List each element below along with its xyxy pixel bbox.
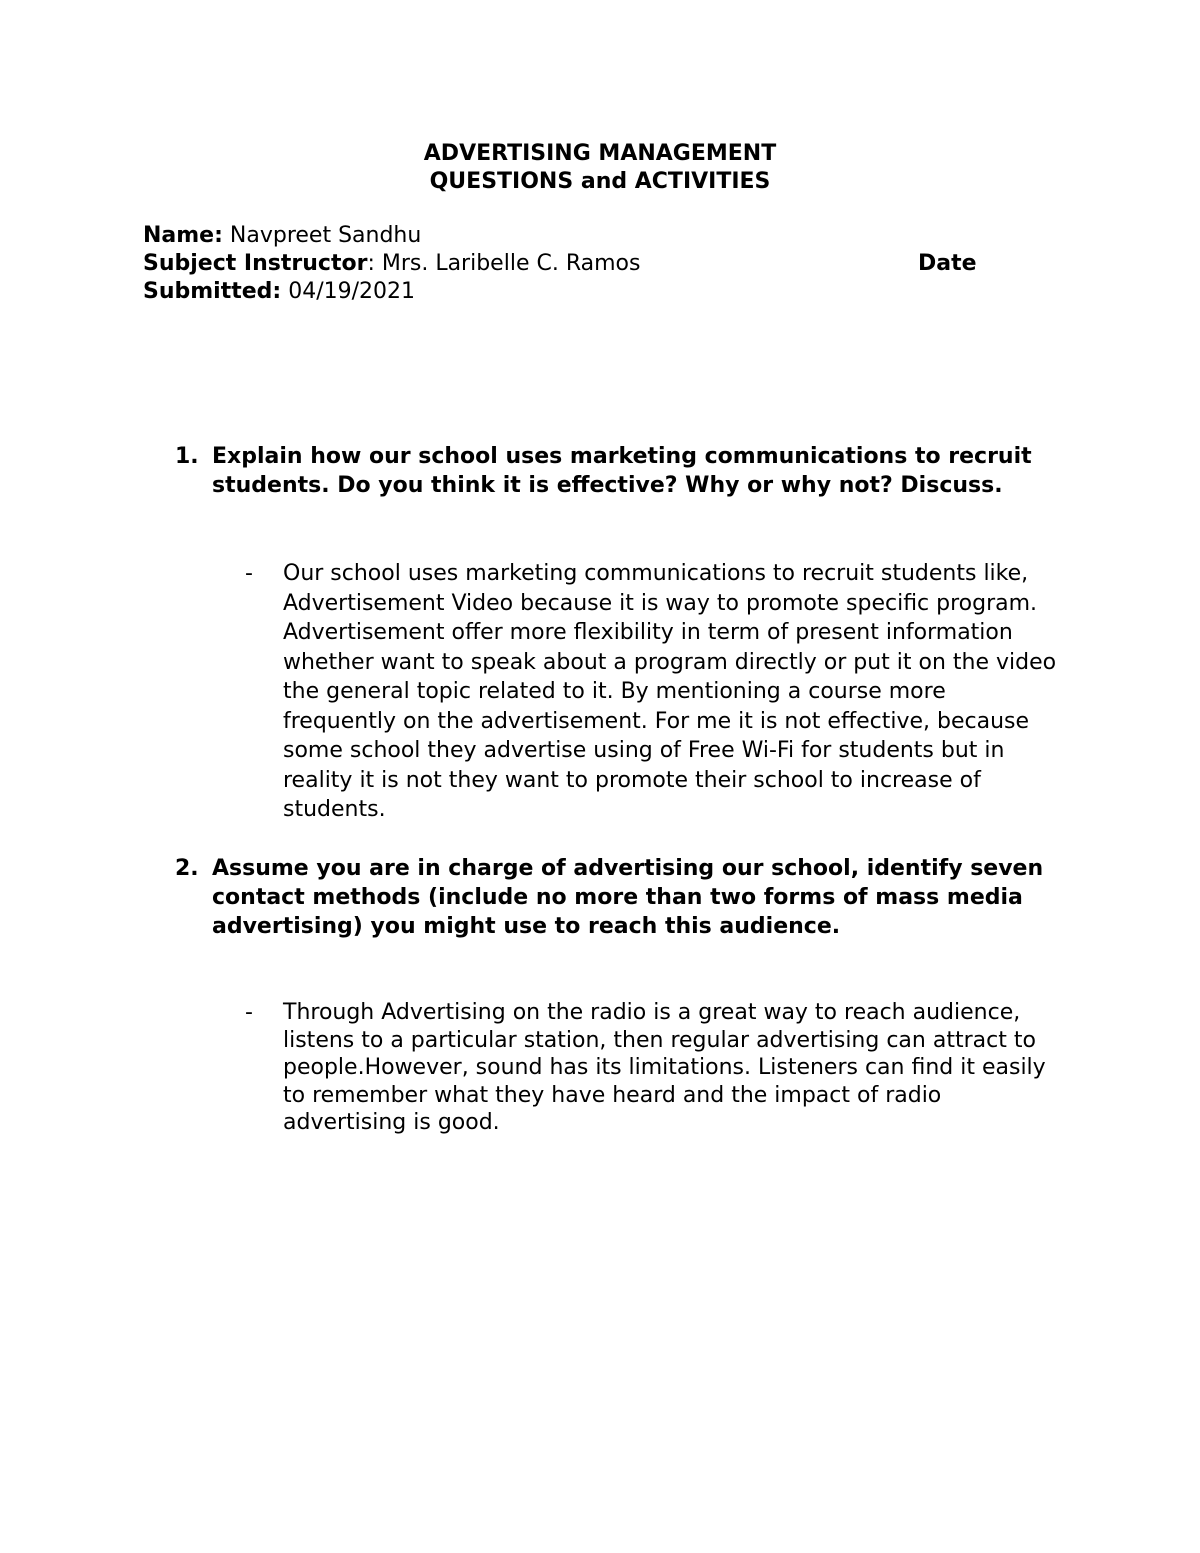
instructor-value: : Mrs. Laribelle C. Ramos	[367, 251, 641, 276]
answer-bullet: -	[245, 1000, 253, 1025]
answer-2	[245, 999, 1065, 1137]
date-label: Date	[918, 251, 977, 276]
question-text: Assume you are in charge of advertising our school, identify seven contact methods (include no more than two forms of mass media advertising) you might use to reach this audience.	[212, 856, 1044, 939]
question-number: 1.	[175, 444, 199, 469]
name-value: Navpreet Sandhu	[229, 223, 422, 248]
title-line-2: QUESTIONS and ACTIVITIES	[429, 169, 771, 194]
student-info	[143, 222, 1003, 306]
name-label: Name:	[143, 223, 223, 248]
title-line-1: ADVERTISING MANAGEMENT	[423, 141, 777, 166]
question-2	[175, 854, 1075, 941]
question-1	[175, 442, 1075, 500]
question-text: Explain how our school uses marketing communications to recruit students. Do you think it is effective? Why or why not? Discuss.	[212, 444, 1032, 498]
answer-bullet: -	[245, 561, 253, 586]
name-row	[143, 222, 1003, 250]
question-number: 2.	[175, 856, 199, 881]
submitted-row	[143, 278, 1003, 306]
answer-text: Through Advertising on the radio is a great way to reach audience, listens to a particular station, then regular advertising can attract to people.However, sound has its limitations. Listeners can find it easily to remember what they have heard and the impact of radio advertising is good.	[283, 1000, 1046, 1135]
answer-1	[245, 559, 1065, 825]
instructor-label: Subject Instructor	[143, 251, 368, 276]
submitted-label: Submitted:	[143, 279, 282, 304]
answer-text: Our school uses marketing communications to recruit students like, Advertisement Video because it is way to promote specific program. Advertisement offer more flexibility in term of present information whether want to speak about a program directly or put it on the video the general topic related to it. By mentioning a course more frequently on the advertisement. For me it is not effective, because some school they advertise using of Free Wi-Fi for students but in reality it is not they want to promote their school to increase of students.	[283, 561, 1057, 822]
document-title	[0, 140, 1200, 196]
submitted-value: 04/19/2021	[288, 279, 416, 304]
instructor-row	[143, 250, 1003, 278]
